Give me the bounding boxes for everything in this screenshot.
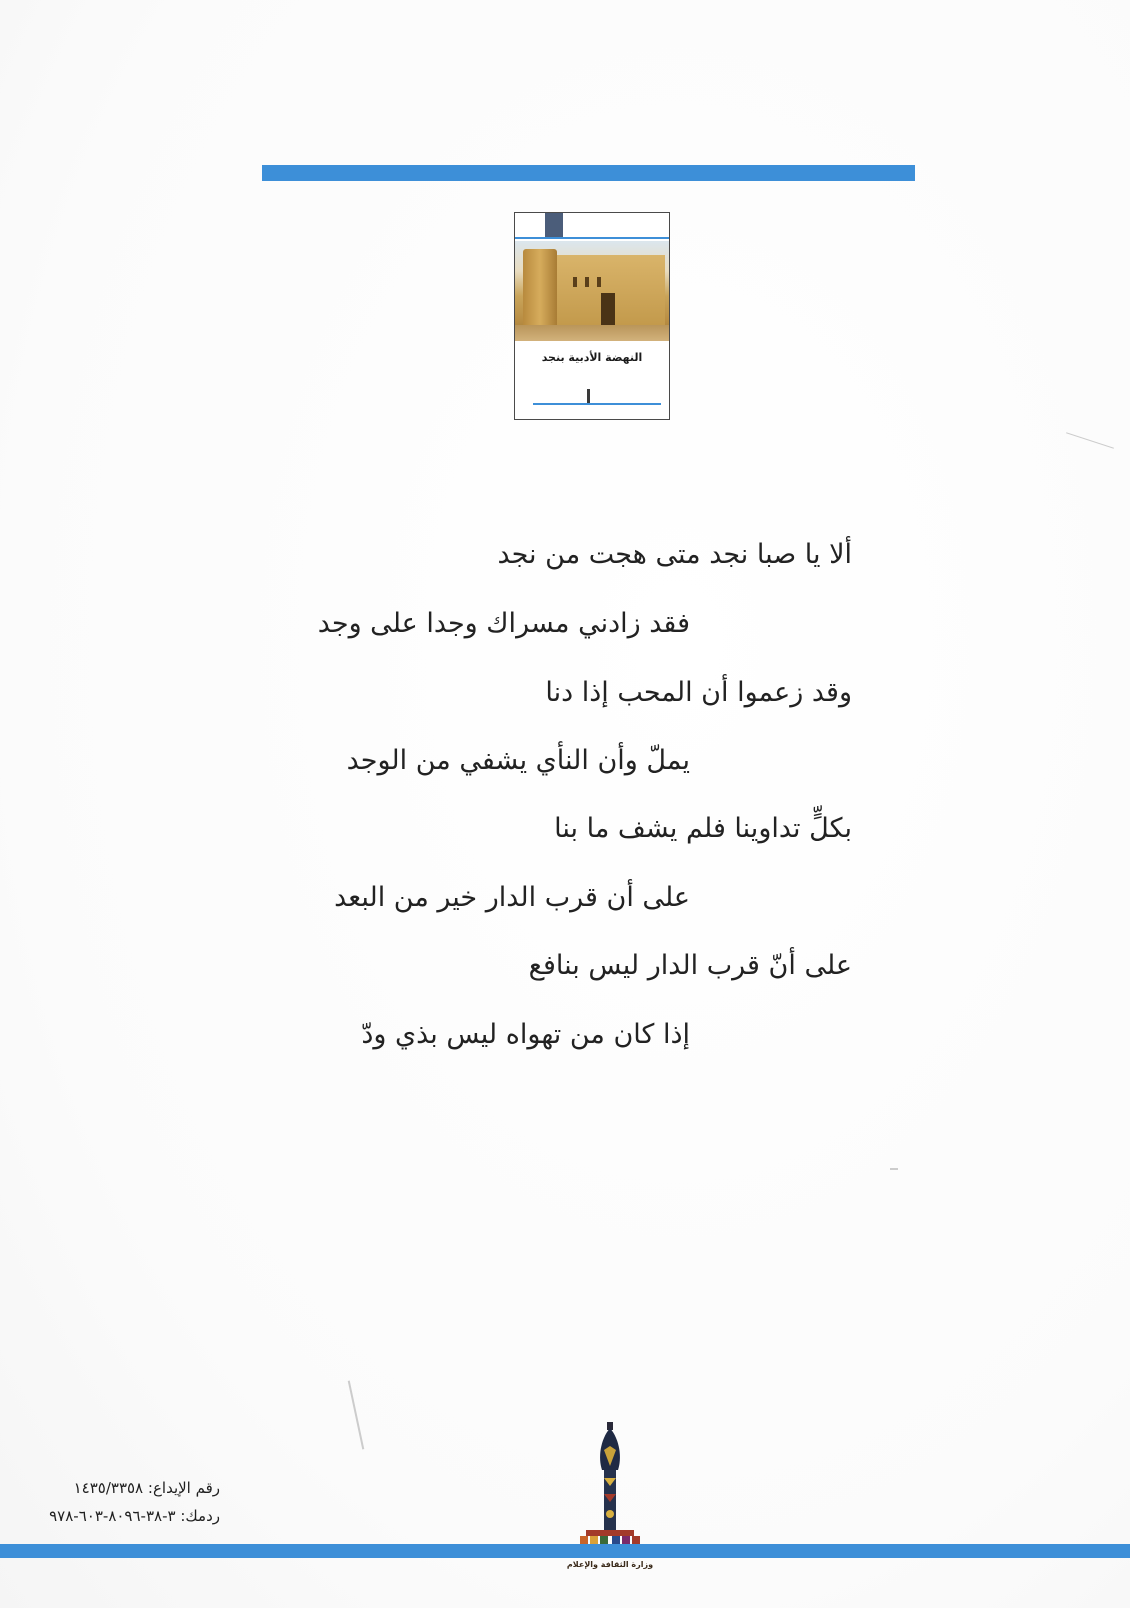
isbn-number: ردمك: ٣-٣٨-٨٠٩٦-٦٠٣-٩٧٨ [49,1507,220,1525]
poem-line-3: وقد زعموا أن المحب إذا دنا [545,677,852,708]
poem-line-2: فقد زادني مسراك وجدا على وجد [317,608,690,639]
book-cover-thumbnail [514,212,670,420]
scan-artifact [890,1168,898,1170]
cover-series-badge [545,213,563,239]
fort-tower [523,249,557,325]
poem-line-7: على أنّ قرب الدار ليس بنافع [528,950,852,981]
cover-top-line [515,237,669,239]
poem-line-1: ألا يا صبا نجد متى هجت من نجد [497,539,852,570]
fort-window [573,277,577,287]
fort-ground [515,325,669,341]
cover-photo-fort [515,241,669,341]
cover-title: النهضة الأدبية بنجد [541,351,643,364]
ministry-label: وزارة الثقافة والإعلام [566,1560,654,1569]
cover-bottom-line [533,403,661,405]
fort-door [601,293,615,325]
poem-line-8: إذا كان من تهواه ليس بذي ودّ [361,1019,690,1050]
top-blue-bar [262,165,915,181]
fort-window [597,277,601,287]
deposit-number: رقم الإيداع: ١٤٣٥/٣٣٥٨ [73,1479,220,1497]
poem-line-6: على أن قرب الدار خير من البعد [334,882,690,913]
fort-window [585,277,589,287]
poem-line-4: يملّ وأن النأي يشفي من الوجد [346,745,690,776]
bottom-blue-bar [0,1544,1130,1558]
poem-line-5: بكلٍّ تداوينا فلم يشف ما بنا [554,813,852,844]
